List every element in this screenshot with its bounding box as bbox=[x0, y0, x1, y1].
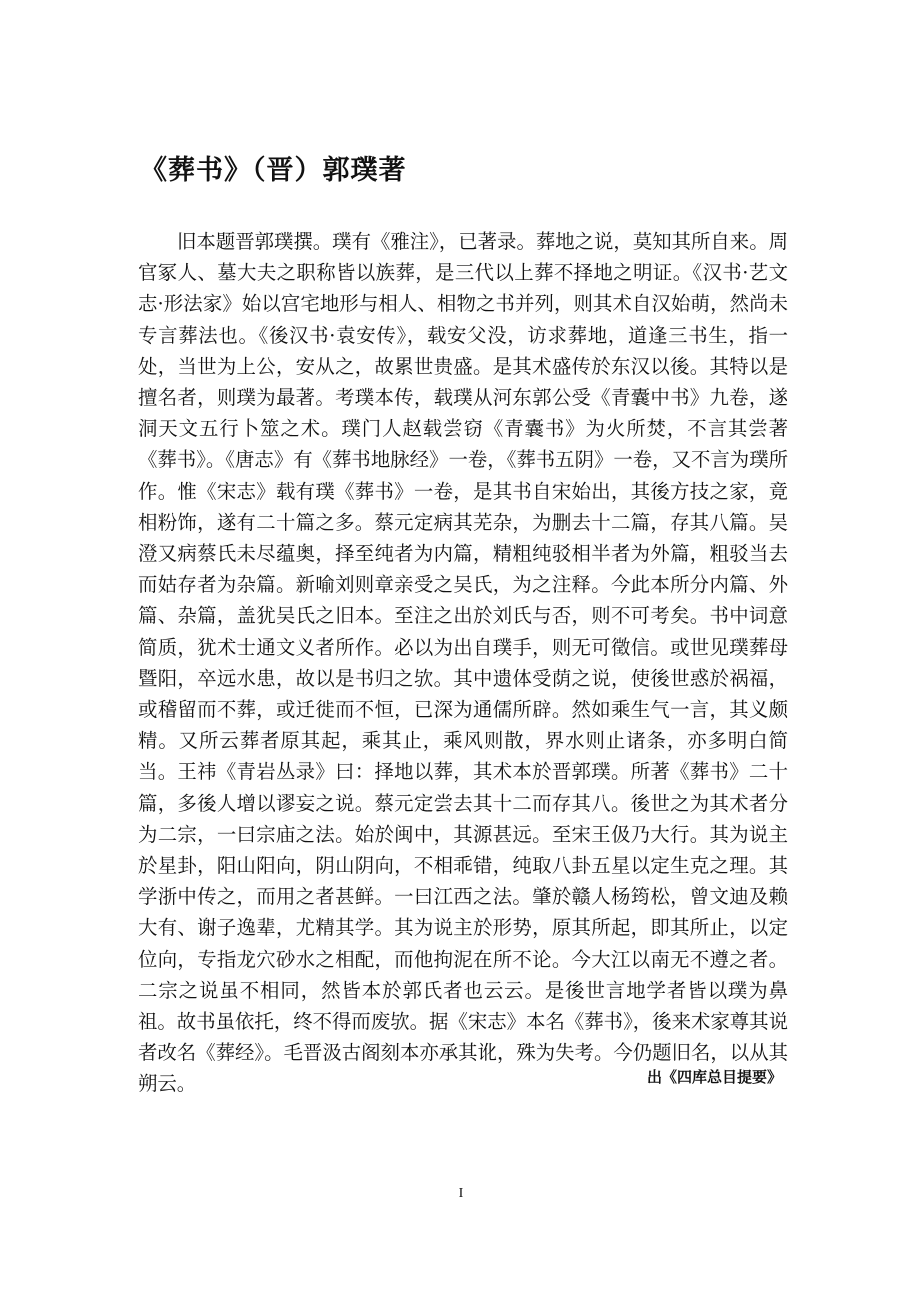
page-title: 《葬书》（晋）郭璞著 bbox=[140, 155, 407, 186]
source-citation: 出《四库总目提要》 bbox=[646, 1068, 782, 1086]
page-number: I bbox=[458, 1186, 464, 1201]
body-paragraph: 旧本题晋郭璞撰。璞有《雅注》，已著录。葬地之说，莫知其所自来。周官冢人、墓大夫之职称皆以族葬，是三代以上葬不择地之明证。《汉书·艺文志·形法家》始以宫宅地形与相人、相物之书并列，则其术自汉始萌，然尚未专言葬法也。《後汉书·袁安传》，载安父没，访求葬地，道逢三书生，指一处，当世为上公，安从之，故累世贵盛。是其术盛传於东汉以後。其特以是擅名者，则璞为最著。考璞本传，载璞从河东郭公受《青囊中书》九卷，遂洞天文五行卜筮之术。璞门人赵载尝窃《青囊书》为火所焚，不言其尝著《葬书》。《唐志》有《葬书地脉经》一卷，《葬书五阴》一卷，又不言为璞所作。惟《宋志》载有璞《葬书》一卷，是其书自宋始出，其後方技之家，竟相粉饰，遂有二十篇之多。蔡元定病其芜杂，为删去十二篇，存其八篇。吴澄又病蔡氏未尽蕴奥，择至纯者为内篇，精粗纯驳相半者为外篇，粗驳当去而姑存者为杂篇。新喻刘则章亲受之吴氏，为之注释。今此本所分内篇、外篇、杂篇，盖犹吴氏之旧本。至注之出於刘氏与否，则不可考矣。书中词意简质，犹术士通文义者所作。必以为出自璞手，则无可徵信。或世见璞葬母暨阳，卒远水患，故以是书归之欤。其中遗体受荫之说，使後世惑於祸福，或稽留而不葬，或迁徙而不恒，已深为通儒所辟。然如乘生气一言，其义颇精。又所云葬者原其起，乘其止，乘风则散，界水则止诸条，亦多明白简当。王祎《青岩丛录》曰：择地以葬，其术本於晋郭璞。所著《葬书》二十篇，多後人增以谬妄之说。蔡元定尝去其十二而存其八。後世之为其术者分为二宗，一曰宗庙之法。始於闽中，其源甚远。至宋王伋乃大行。其为说主於星卦，阳山阳向，阴山阴向，不相乖错，纯取八卦五星以定生克之理。其学浙中传之，而用之者甚鲜。一曰江西之法。肇於赣人杨筠松，曾文迪及赖大有、谢子逸辈，尤精其学。其为说主於形势，原其所起，即其所止，以定位向，专指龙穴砂水之相配，而他拘泥在所不论。今大江以南无不遵之者。二宗之说虽不相同，然皆本於郭氏者也云云。是後世言地学者皆以璞为鼻祖。故书虽依托，终不得而废欤。据《宋志》本名《葬书》，後来术家尊其说者改名《葬经》。毛晋汲古阁刻本亦承其讹，殊为失考。今仍题旧名，以从其朔云。 bbox=[138, 230, 788, 1096]
